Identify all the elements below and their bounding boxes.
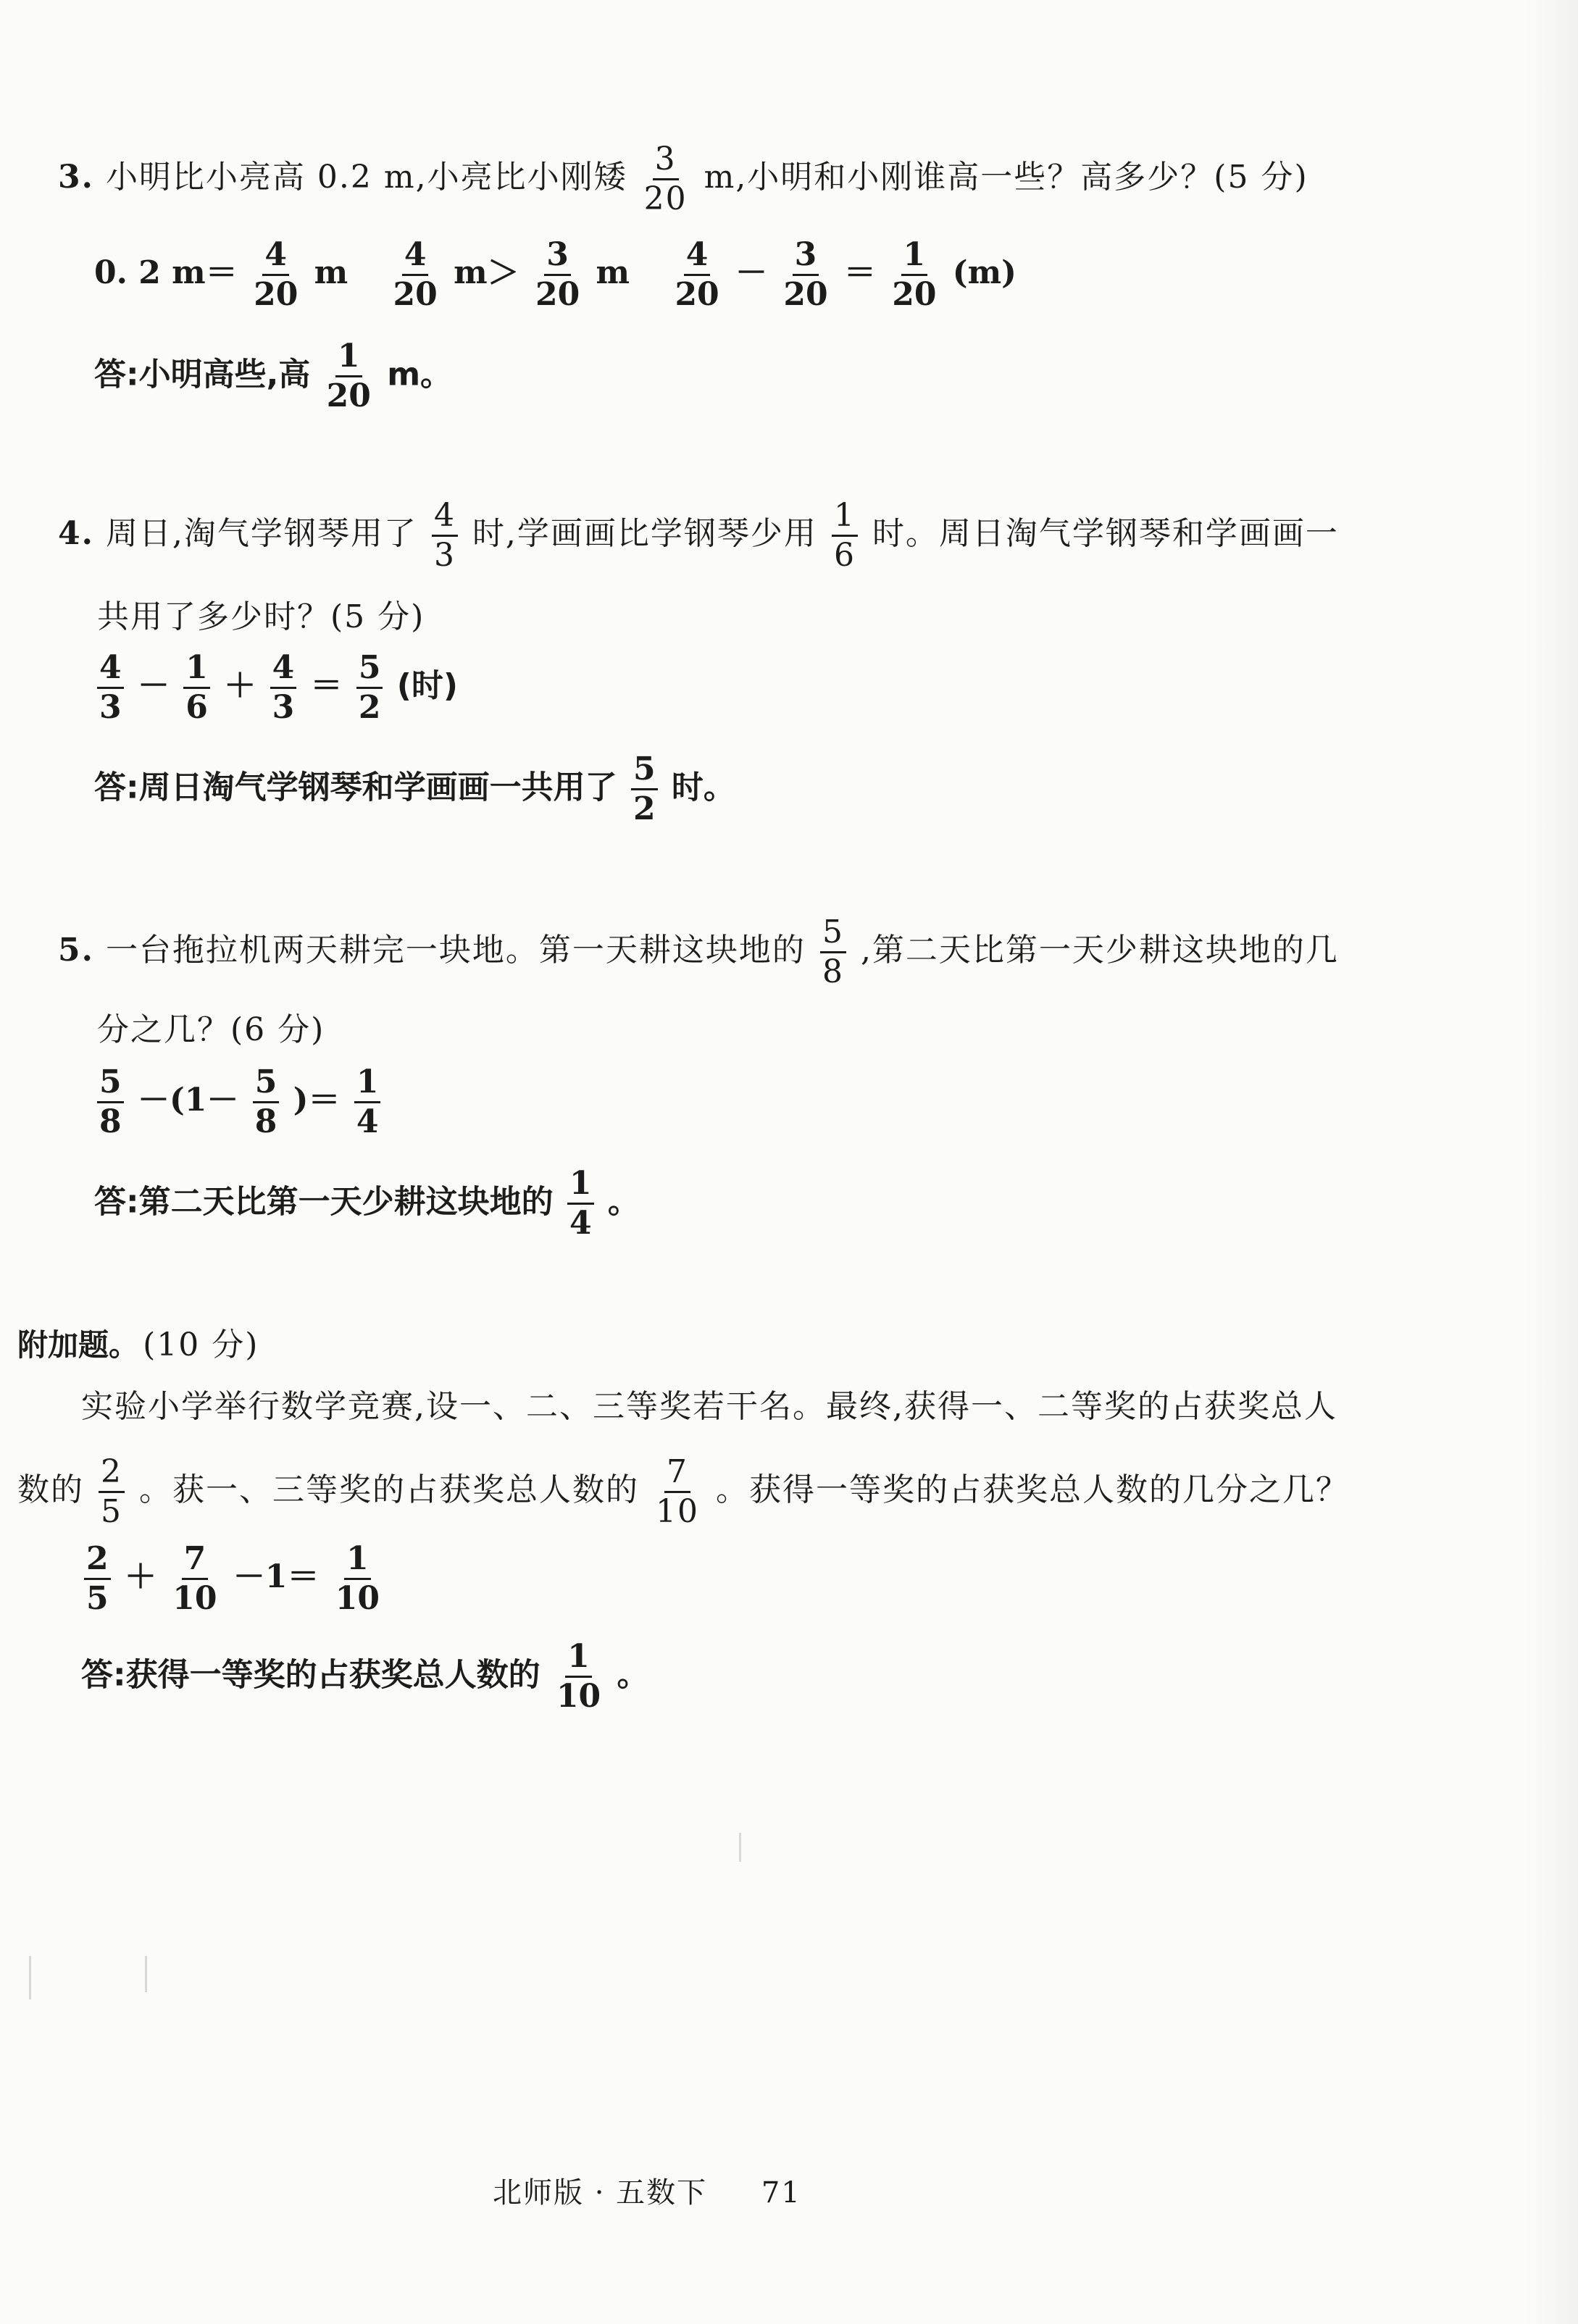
question-3-answer <box>94 340 452 412</box>
fraction: $\frac{7}{10}$ <box>656 1453 699 1530</box>
scan-mark <box>145 1956 147 1992</box>
work-text: m＞ <box>454 254 519 291</box>
fraction: $\frac{4}{3}$ <box>432 500 458 572</box>
section-points: (10 分) <box>143 1326 259 1363</box>
question-4-answer <box>94 753 735 825</box>
question-text: 实验小学举行数学竞赛,设一、二、三等奖若干名。最终,获得一、二等奖的占获奖总人 <box>81 1388 1337 1425</box>
unit: (时) <box>396 667 459 704</box>
answer-text: m。 <box>387 356 453 393</box>
question-text: 数的 <box>17 1471 84 1508</box>
fraction: $\frac{4}{20}$ <box>254 236 299 313</box>
question-text: 时,学画画比学钢琴少用 <box>472 515 817 552</box>
question-3-line-1 <box>58 143 1308 215</box>
question-text: 共用了多少时？(5 分) <box>97 598 425 635</box>
question-5-line-1 <box>58 916 1339 988</box>
question-text: 一台拖拉机两天耕完一块地。第一天耕这块地的 <box>105 932 806 969</box>
unit: (m) <box>952 254 1016 291</box>
scan-mark <box>739 1833 741 1862</box>
fraction: $\frac{7}{10}$ <box>172 1540 217 1617</box>
operator: )＝ <box>293 1082 341 1119</box>
question-4-work <box>94 649 459 726</box>
operator: －(1－ <box>137 1082 239 1119</box>
section-title: 附加题。 <box>17 1327 140 1363</box>
fraction: $\frac{2}{5}$ <box>84 1543 111 1615</box>
fraction: $\frac{5}{2}$ <box>631 753 658 825</box>
fraction: $\frac{1}{20}$ <box>892 236 937 313</box>
answer-text: 。 <box>607 1183 640 1221</box>
answer-text: 答:第二天比第一天少耕这块地的 <box>94 1183 554 1221</box>
fraction: $\frac{5}{8}$ <box>97 1066 124 1138</box>
work-text: 0. 2 m＝ <box>94 254 238 291</box>
operator: ＋ <box>124 1558 156 1595</box>
page-footer <box>493 2170 801 2211</box>
question-text: ,第二天比第一天少耕这块地的几 <box>860 932 1339 969</box>
bonus-answer <box>81 1638 649 1715</box>
operator: － <box>137 667 170 704</box>
scan-mark <box>29 1956 31 1999</box>
fraction: $\frac{3}{20}$ <box>643 141 688 217</box>
bonus-work <box>81 1540 385 1617</box>
question-number: 4. <box>58 515 94 552</box>
fraction: $\frac{3}{20}$ <box>535 236 580 313</box>
question-4-line-2 <box>97 590 425 637</box>
fraction: $\frac{1}{4}$ <box>567 1168 594 1240</box>
edition-label: 北师版 · 五数下 <box>493 2176 708 2210</box>
fraction: $\frac{4}{3}$ <box>97 652 124 724</box>
fraction: $\frac{4}{3}$ <box>270 652 297 724</box>
question-5-answer <box>94 1165 640 1242</box>
fraction: $\frac{1}{6}$ <box>832 500 858 572</box>
question-5-work <box>94 1063 383 1140</box>
fraction: $\frac{4}{20}$ <box>393 236 438 313</box>
question-3-work <box>94 236 1016 313</box>
page-number: 71 <box>761 2176 801 2210</box>
bonus-line-1 <box>81 1380 1337 1426</box>
fraction: $\frac{5}{8}$ <box>253 1066 280 1138</box>
fraction: $\frac{1}{10}$ <box>556 1638 601 1715</box>
question-number: 3. <box>58 159 94 196</box>
question-4-line-1 <box>58 497 1339 574</box>
fraction: $\frac{5}{8}$ <box>820 916 846 988</box>
fraction: $\frac{1}{6}$ <box>183 652 210 724</box>
fraction: $\frac{4}{20}$ <box>675 236 719 313</box>
question-text: 。获一、三等奖的占获奖总人数的 <box>139 1471 639 1508</box>
question-text: 分之几？(6 分) <box>97 1011 325 1048</box>
fraction: $\frac{1}{4}$ <box>354 1066 381 1138</box>
answer-text: 答:小明高些,高 <box>94 356 311 393</box>
question-number: 5. <box>58 932 94 969</box>
answer-text: 答:获得一等奖的占获奖总人数的 <box>81 1656 540 1694</box>
question-text: 周日,淘气学钢琴用了 <box>105 515 417 552</box>
question-text: m,小明和小刚谁高一些？高多少？(5 分) <box>704 159 1308 196</box>
work-text: m <box>596 254 630 291</box>
answer-text: 答:周日淘气学钢琴和学画画一共用了 <box>94 769 617 806</box>
bonus-heading <box>17 1318 259 1365</box>
fraction: $\frac{3}{20}$ <box>783 236 828 313</box>
fraction: $\frac{1}{10}$ <box>335 1540 380 1617</box>
work-text: m <box>314 254 348 291</box>
operator: ＝ <box>310 667 343 704</box>
fraction: $\frac{5}{2}$ <box>356 652 383 724</box>
operator: ＋ <box>224 667 256 704</box>
question-text: 。获得一等奖的占获奖总人数的几分之几？ <box>716 1471 1349 1508</box>
question-text: 时。周日淘气学钢琴和学画画一 <box>872 515 1339 552</box>
fraction: $\frac{1}{20}$ <box>326 338 371 414</box>
operator: － <box>735 254 767 291</box>
question-text: 小明比小亮高 0.2 m,小亮比小刚矮 <box>105 159 627 196</box>
answer-text: 。 <box>617 1656 649 1694</box>
bonus-line-2 <box>17 1453 1349 1530</box>
operator: －1＝ <box>233 1558 320 1595</box>
page-edge-shade <box>1527 0 1578 2324</box>
answer-text: 时。 <box>671 769 735 806</box>
operator: ＝ <box>843 254 876 291</box>
question-5-line-2 <box>97 1003 325 1050</box>
fraction: $\frac{2}{5}$ <box>99 1456 125 1528</box>
